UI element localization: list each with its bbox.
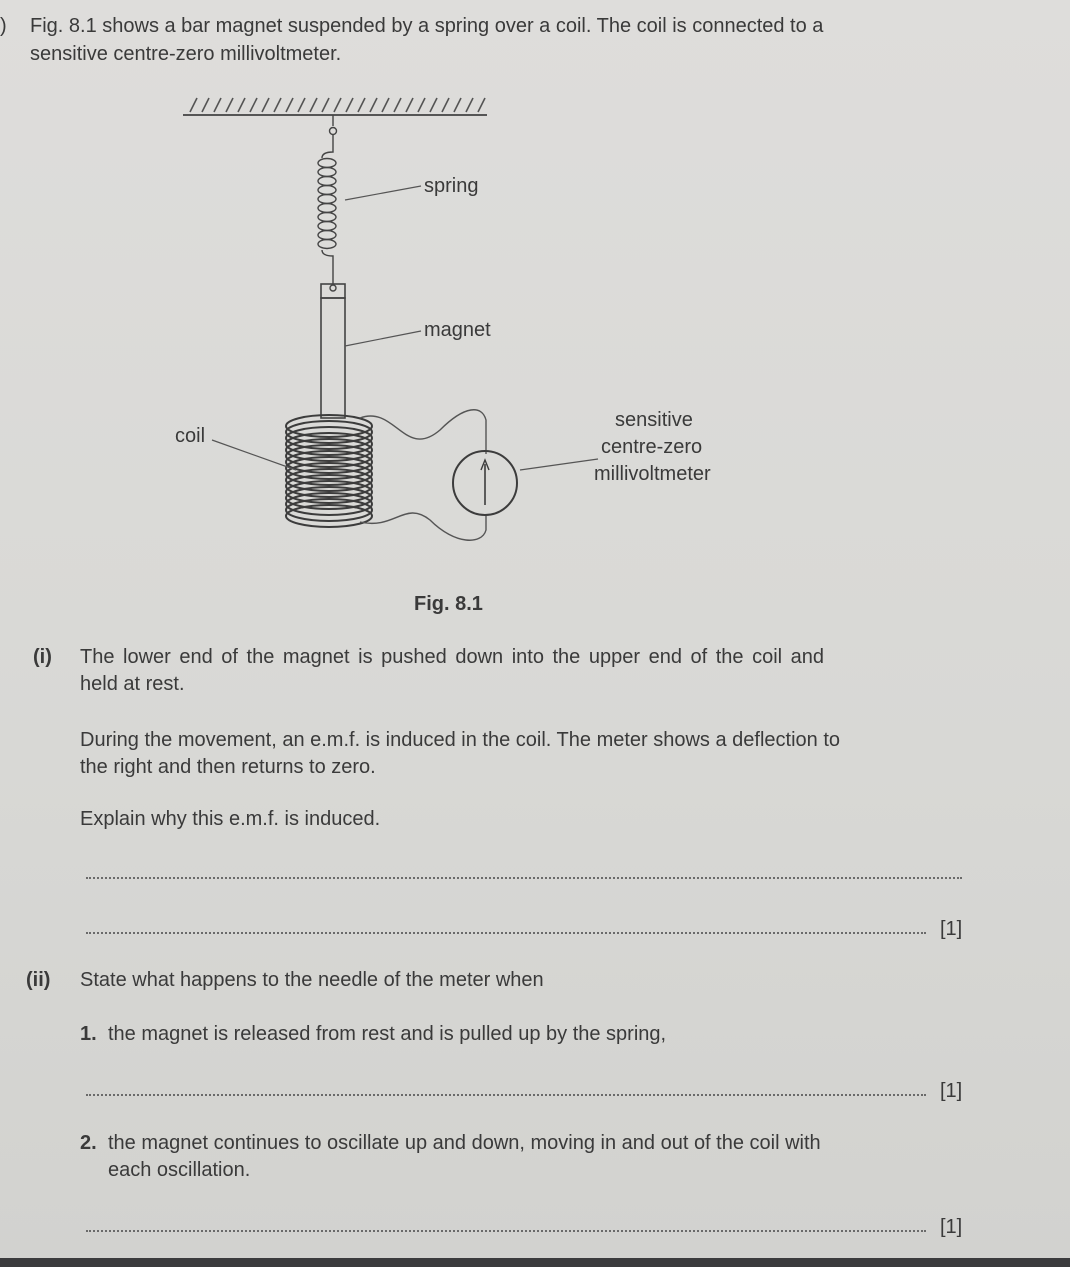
item-1-number: 1. [80, 1023, 97, 1045]
meter-label-line-1: sensitive [615, 409, 693, 431]
magnet-leader-line [345, 331, 421, 346]
intro-line-2: sensitive centre-zero millivoltmeter. [30, 43, 342, 65]
ceiling-support [183, 98, 487, 115]
part-i-prompt: Explain why this e.m.f. is induced. [80, 808, 381, 830]
part-i-marks: [1] [940, 918, 963, 940]
screen-bottom-edge [0, 1258, 1070, 1267]
answer-line-i-2[interactable] [86, 932, 926, 934]
spring-label: spring [424, 175, 479, 197]
part-i-line-1: The lower end of the magnet is pushed down into the upper end of the coil and [80, 646, 825, 668]
connecting-wires [360, 410, 486, 540]
coil-leader-line [212, 440, 296, 470]
spring-leader-line [345, 186, 421, 200]
item-2-line-2: each oscillation. [108, 1159, 251, 1181]
item-1-marks: [1] [940, 1080, 963, 1102]
item-1-text: the magnet is released from rest and is pulled up by the spring, [108, 1023, 667, 1045]
meter-label-line-3: millivoltmeter [594, 463, 711, 485]
item-2-line-1: the magnet continues to oscillate up and down, moving in and out of the coil with [108, 1132, 821, 1154]
figure-caption: Fig. 8.1 [414, 593, 483, 615]
part-ii-number: (ii) [26, 969, 51, 991]
part-i-para2-line-1: During the movement, an e.m.f. is induced in the coil. The meter shows a deflection to [80, 729, 841, 751]
coil [286, 415, 372, 527]
part-i-number: (i) [33, 646, 52, 668]
meter-leader-line [520, 459, 598, 470]
answer-line-i-1[interactable] [86, 877, 962, 879]
item-2-marks: [1] [940, 1216, 963, 1238]
spring [318, 115, 337, 291]
intro-line-1: Fig. 8.1 shows a bar magnet suspended by a spring over a coil. The coil is connected to a [30, 15, 824, 37]
question-marker: ) [0, 15, 7, 37]
part-i-line-2: held at rest. [80, 673, 185, 695]
answer-line-ii-2[interactable] [86, 1230, 926, 1232]
magnet-label: magnet [424, 319, 491, 341]
part-i-para2-line-2: the right and then returns to zero. [80, 756, 376, 778]
fig-8-1-diagram [0, 0, 1070, 620]
bar-magnet [321, 284, 345, 418]
item-2-number: 2. [80, 1132, 97, 1154]
part-ii-stem: State what happens to the needle of the meter when [80, 969, 544, 991]
answer-line-ii-1[interactable] [86, 1094, 926, 1096]
coil-label: coil [175, 425, 206, 447]
millivoltmeter [453, 451, 517, 515]
meter-label-line-2: centre-zero [601, 436, 703, 458]
